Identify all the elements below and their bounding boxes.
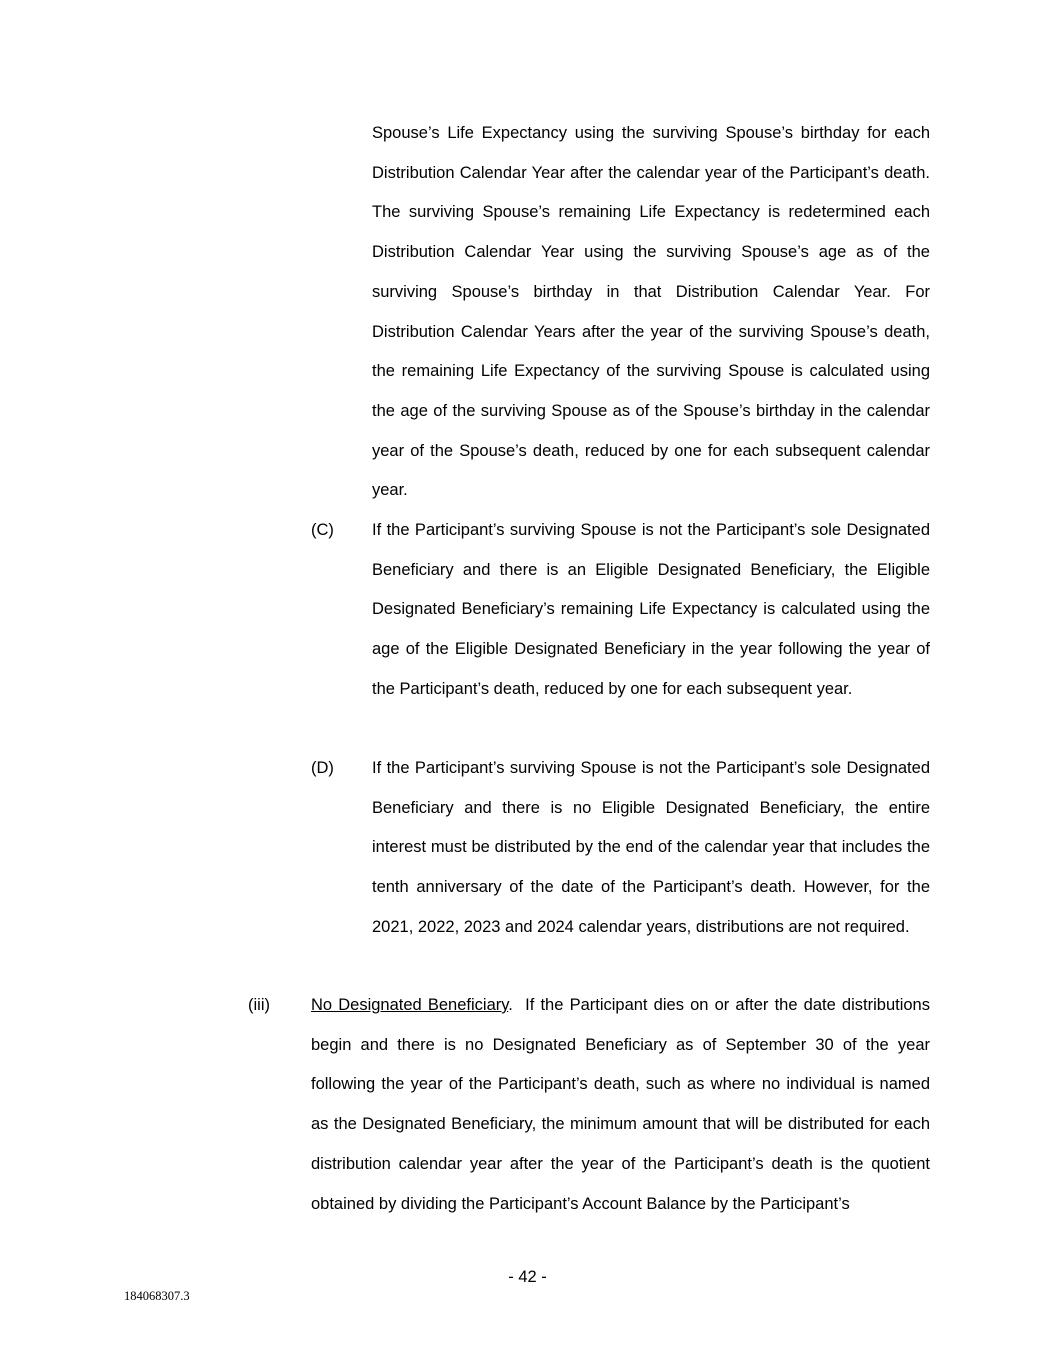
item-iii-paragraph xyxy=(311,986,930,1224)
item-c-paragraph: If the Participant’s surviving Spouse is not the Participant’s sole Designated Beneficiary and there is an Eligible Designated Beneficiary, the Eligible Designated Beneficiary’s remaining Life Expectancy is calculated using the age of the Eligible Designated Beneficiary in the year following the year of the Participant’s death, reduced by one for each subsequent year. xyxy=(372,521,930,698)
document-id: 184068307.3 xyxy=(124,1289,190,1303)
page-number: - 42 - xyxy=(508,1268,547,1286)
item-iii-label: (iii) xyxy=(248,996,270,1014)
item-c-label: (C) xyxy=(311,521,334,539)
item-d-label: (D) xyxy=(311,759,334,777)
item-iii-text: If the Participant dies on or after the date distributions begin and there is no Designated Beneficiary as of September 30 of the year following the year of the Participant’s death, such as where no individual is named as the Designated Beneficiary, the minimum amount that will be distributed for each distribution calendar year after the year of the Participant’s death is the quotient obtained by dividing the Participant’s Account Balance by the Participant’s xyxy=(311,996,930,1213)
item-iii-heading-suffix: . xyxy=(508,996,526,1014)
item-iii-heading: No Designated Beneficiary xyxy=(311,996,509,1014)
item-d-paragraph: If the Participant’s surviving Spouse is not the Participant’s sole Designated Beneficiary and there is no Eligible Designated Beneficiary, the entire interest must be distributed by the end of the calendar year that includes the tenth anniversary of the date of the Participant’s death. However, for the 2021, 2022, 2023 and 2024 calendar years, distributions are not required. xyxy=(372,759,930,936)
continuation-paragraph: Spouse’s Life Expectancy using the surviving Spouse’s birthday for each Distribution Calendar Year after the calendar year of the Participant’s death. The surviving Spouse’s remaining Life Expectancy is redetermined each Distribution Calendar Year using the surviving Spouse’s age as of the surviving Spouse’s birthday in that Distribution Calendar Year. For Distribution Calendar Years after the year of the surviving Spouse’s death, the remaining Life Expectancy of the surviving Spouse is calculated using the age of the surviving Spouse as of the Spouse’s birthday in the calendar year of the Spouse’s death, reduced by one for each subsequent calendar year. xyxy=(372,124,930,500)
